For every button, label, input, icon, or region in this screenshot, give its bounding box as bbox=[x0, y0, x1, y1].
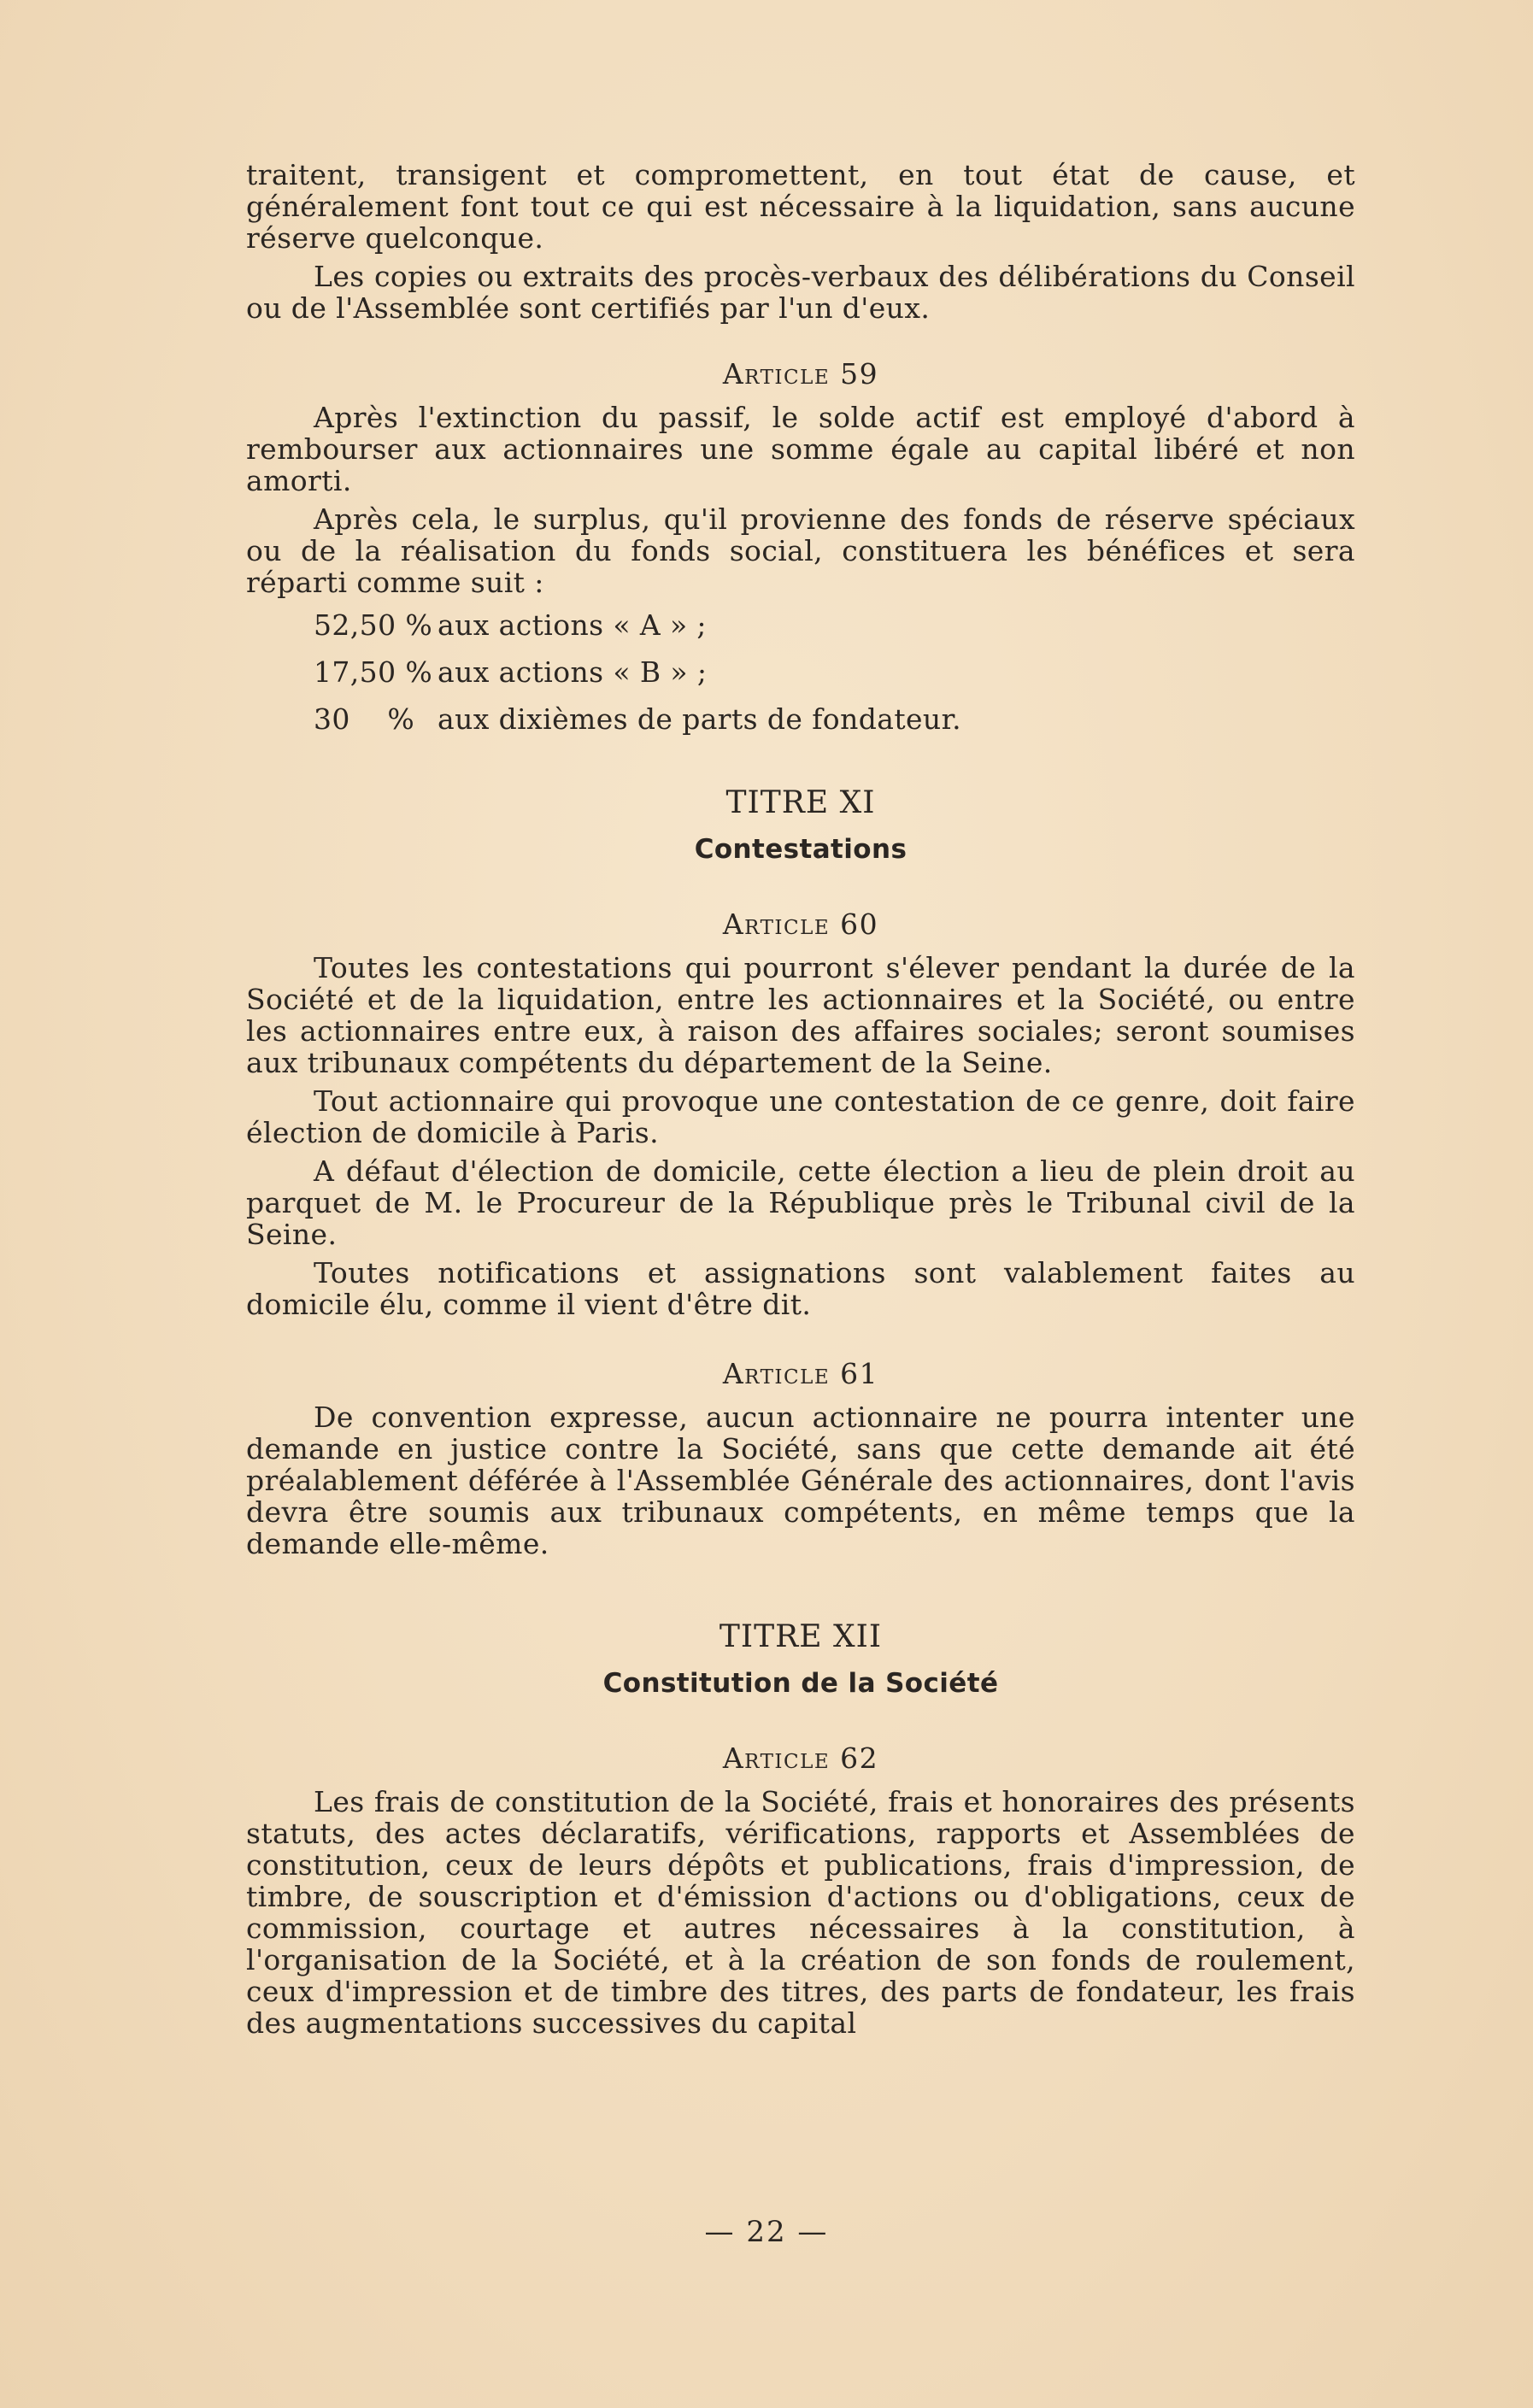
distribution-row bbox=[246, 649, 1355, 696]
article-61-paragraph-1: De convention expresse, aucun actionnaire ne pourra intenter une demande en justice contre la Société, sans que cette demande ait été préalablement déférée à l'Assemblée Générale des actionnaires, dont l'avis devra être soumis aux tribunaux compétents, en même temps que la demande elle-même. bbox=[246, 1401, 1355, 1560]
article-60-paragraph-3: A défaut d'élection de domicile, cette élection a lieu de plein droit au parquet de M. le Procureur de la République près le Tribunal civil de la Seine. bbox=[246, 1154, 1355, 1251]
article-59-paragraph-1: Après l'extinction du passif, le solde actif est employé d'abord à rembourser aux actionnaires une somme égale au capital libéré et non amorti. bbox=[246, 401, 1355, 497]
distribution-desc: aux actions « B » ; bbox=[438, 655, 708, 689]
article-60-heading: Article 60 bbox=[722, 907, 879, 941]
article-61-heading: Article 61 bbox=[722, 1357, 879, 1390]
article-62-heading: Article 62 bbox=[722, 1741, 879, 1775]
distribution-desc: aux dixièmes de parts de fondateur. bbox=[438, 702, 962, 736]
distribution-row bbox=[246, 602, 1355, 649]
article-60-paragraph-4: Toutes notifications et assignations sont valablement faites au domicile élu, comme il vient d'être dit. bbox=[246, 1256, 1355, 1321]
distribution-desc: aux actions « A » ; bbox=[438, 608, 707, 642]
article-62-paragraph-1: Les frais de constitution de la Société, frais et honoraires des présents statuts, des actes déclaratifs, vérifications, rapports et Assemblées de constitution, ceux de leurs dépôts et publications, frais d'impression, de timbre, de souscription et d'émission d'actions ou d'obligations, ceux de commission, courtage et autres nécessaires à la constitution, à l'organisation de la Société, et à la création de son fonds de roulement, ceux d'impression et de timbre des titres, des parts de fondateur, les frais des augmentations successives du capital bbox=[246, 1785, 1355, 2040]
titre-xii-title: TITRE XII bbox=[719, 1619, 883, 1654]
distribution-percent: 17,50 % bbox=[314, 655, 433, 689]
titre-xi-subtitle: Contestations bbox=[694, 834, 907, 865]
article-60-paragraph-1: Toutes les contestations qui pourront s'élever pendant la durée de la Société et de la liquidation, entre les actionnaires et la Société, ou entre les actionnaires entre eux, à raison des affaires sociales; seront soumises aux tribunaux compétents du département de la Seine. bbox=[246, 951, 1355, 1079]
distribution-list bbox=[246, 602, 1355, 743]
article-59-paragraph-2: Après cela, le surplus, qu'il provienne des fonds de réserve spéciaux ou de la réalisation du fonds social, constituera les bénéfices et sera réparti comme suit : bbox=[246, 502, 1355, 599]
titre-xii-subtitle: Constitution de la Société bbox=[602, 1668, 999, 1699]
distribution-percent: 30 % bbox=[314, 702, 415, 736]
page-number: — 22 — bbox=[704, 2215, 829, 2249]
distribution-percent: 52,50 % bbox=[314, 608, 433, 642]
titre-xi-title: TITRE XI bbox=[725, 785, 876, 820]
article-59-heading: Article 59 bbox=[722, 357, 879, 391]
article-60-paragraph-2: Tout actionnaire qui provoque une contestation de ce genre, doit faire élection de domicile à Paris. bbox=[246, 1084, 1355, 1149]
intro-paragraph-1: traitent, transigent et compromettent, en tout état de cause, et généralement font tout ce qui est nécessaire à la liquidation, sans aucune réserve quelconque. bbox=[246, 158, 1355, 255]
page-content bbox=[246, 159, 1355, 2039]
intro-paragraph-2: Les copies ou extraits des procès-verbaux des délibérations du Conseil ou de l'Assemblée sont certifiés par l'un d'eux. bbox=[246, 260, 1355, 325]
distribution-row bbox=[246, 696, 1355, 743]
